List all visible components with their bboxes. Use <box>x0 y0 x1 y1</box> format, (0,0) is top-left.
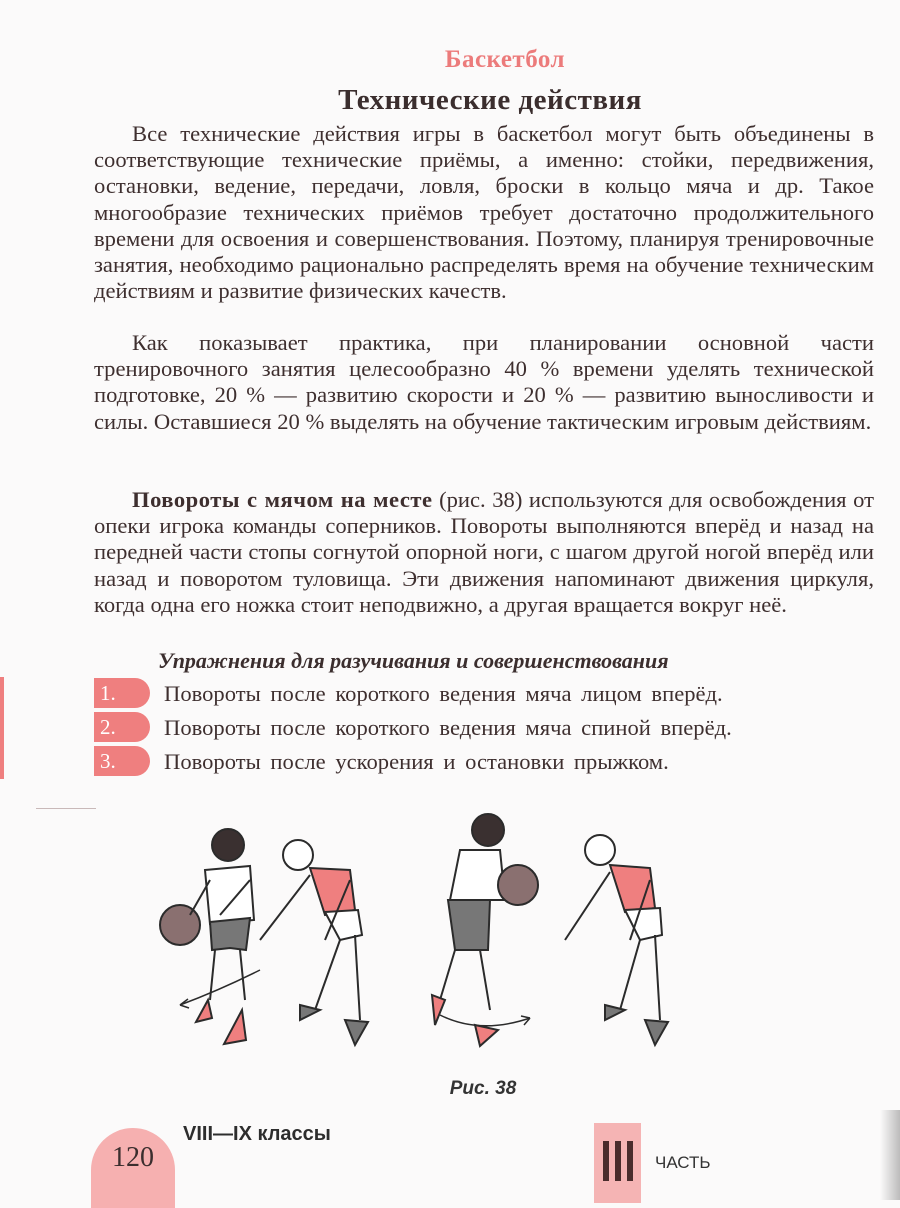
numeral-bar <box>615 1141 621 1181</box>
part-label: ЧАСТЬ <box>655 1153 711 1172</box>
player-defender-1-icon <box>260 840 368 1045</box>
list-item <box>94 745 874 779</box>
term-pivots: Повороты с мячом на месте <box>132 487 433 512</box>
exercise-text: Повороты после ускорения и остановки прыжком. <box>164 749 669 774</box>
exercise-text: Повороты после короткого ведения мяча спиной вперёд. <box>164 715 732 740</box>
page-edge-shadow <box>880 1110 900 1200</box>
number-badge: 2. <box>94 712 150 742</box>
numeral-bar <box>603 1141 609 1181</box>
exercise-text: Повороты после короткого ведения мяча лицом вперёд. <box>164 681 723 706</box>
list-item <box>94 711 874 745</box>
page-heading: Технические действия <box>338 84 642 116</box>
number-badge: 1. <box>94 678 150 708</box>
paragraph-2-text: Как показывает практика, при планировании основной части тренировочного занятия целесообразно 40 % времени уделять технической подготовке, 20 % — развитию скорости и 20 % — развитию выносливости и силы. Оставшиеся 20 % выделять на обучение тактическим игровым действиям. <box>94 330 874 434</box>
player-attacker-2-icon <box>432 814 538 1046</box>
paragraph-3 <box>94 487 874 618</box>
margin-mark <box>36 808 96 809</box>
exercise-list <box>94 677 874 779</box>
paragraph-3-text <box>94 487 874 618</box>
number-badge: 3. <box>94 746 150 776</box>
page-number: 120 <box>91 1128 175 1208</box>
section-title: Баскетбол <box>444 46 566 73</box>
paragraph-3-rest: (рис. 38) используются для освобождения от опеки игрока команды соперников. Повороты выполняются вперёд и назад на передней части стопы согнутой опорной ноги, с шагом другой ногой вперёд или назад и поворотом туловища. Эти движения напоминают движения циркуля, когда одна его ножка стоит неподвижно, а другая вращается вокруг неё. <box>94 487 874 617</box>
list-item <box>94 677 874 711</box>
paragraph-1 <box>94 121 874 304</box>
player-attacker-1-icon <box>160 829 260 1044</box>
numeral-bar <box>627 1141 633 1181</box>
figure-basketball-pivots <box>150 800 830 1060</box>
paragraph-2 <box>94 330 874 435</box>
figure-caption: Рис. 38 <box>449 1078 517 1099</box>
paragraph-1-text: Все технические действия игры в баскетбол могут быть объединены в соответствующие технические приёмы, а именно: стойки, передвижения, остановки, ведение, передачи, ловля, броски в кольцо мяча и др. Такое многообразие технических приёмов требует достаточно продолжительного времени для освоения и совершенствования. Поэтому, планируя тренировочные занятия, необходимо рационально распределять время на обучение техническим действиям и развитие физических качеств. <box>94 121 874 304</box>
player-defender-2-icon <box>565 835 668 1045</box>
grade-label: VIII—IX классы <box>183 1123 331 1145</box>
part-numeral-icon <box>594 1123 641 1203</box>
exercises-heading: Упражнения для разучивания и совершенствования <box>158 648 669 673</box>
list-accent-bar <box>0 677 4 779</box>
